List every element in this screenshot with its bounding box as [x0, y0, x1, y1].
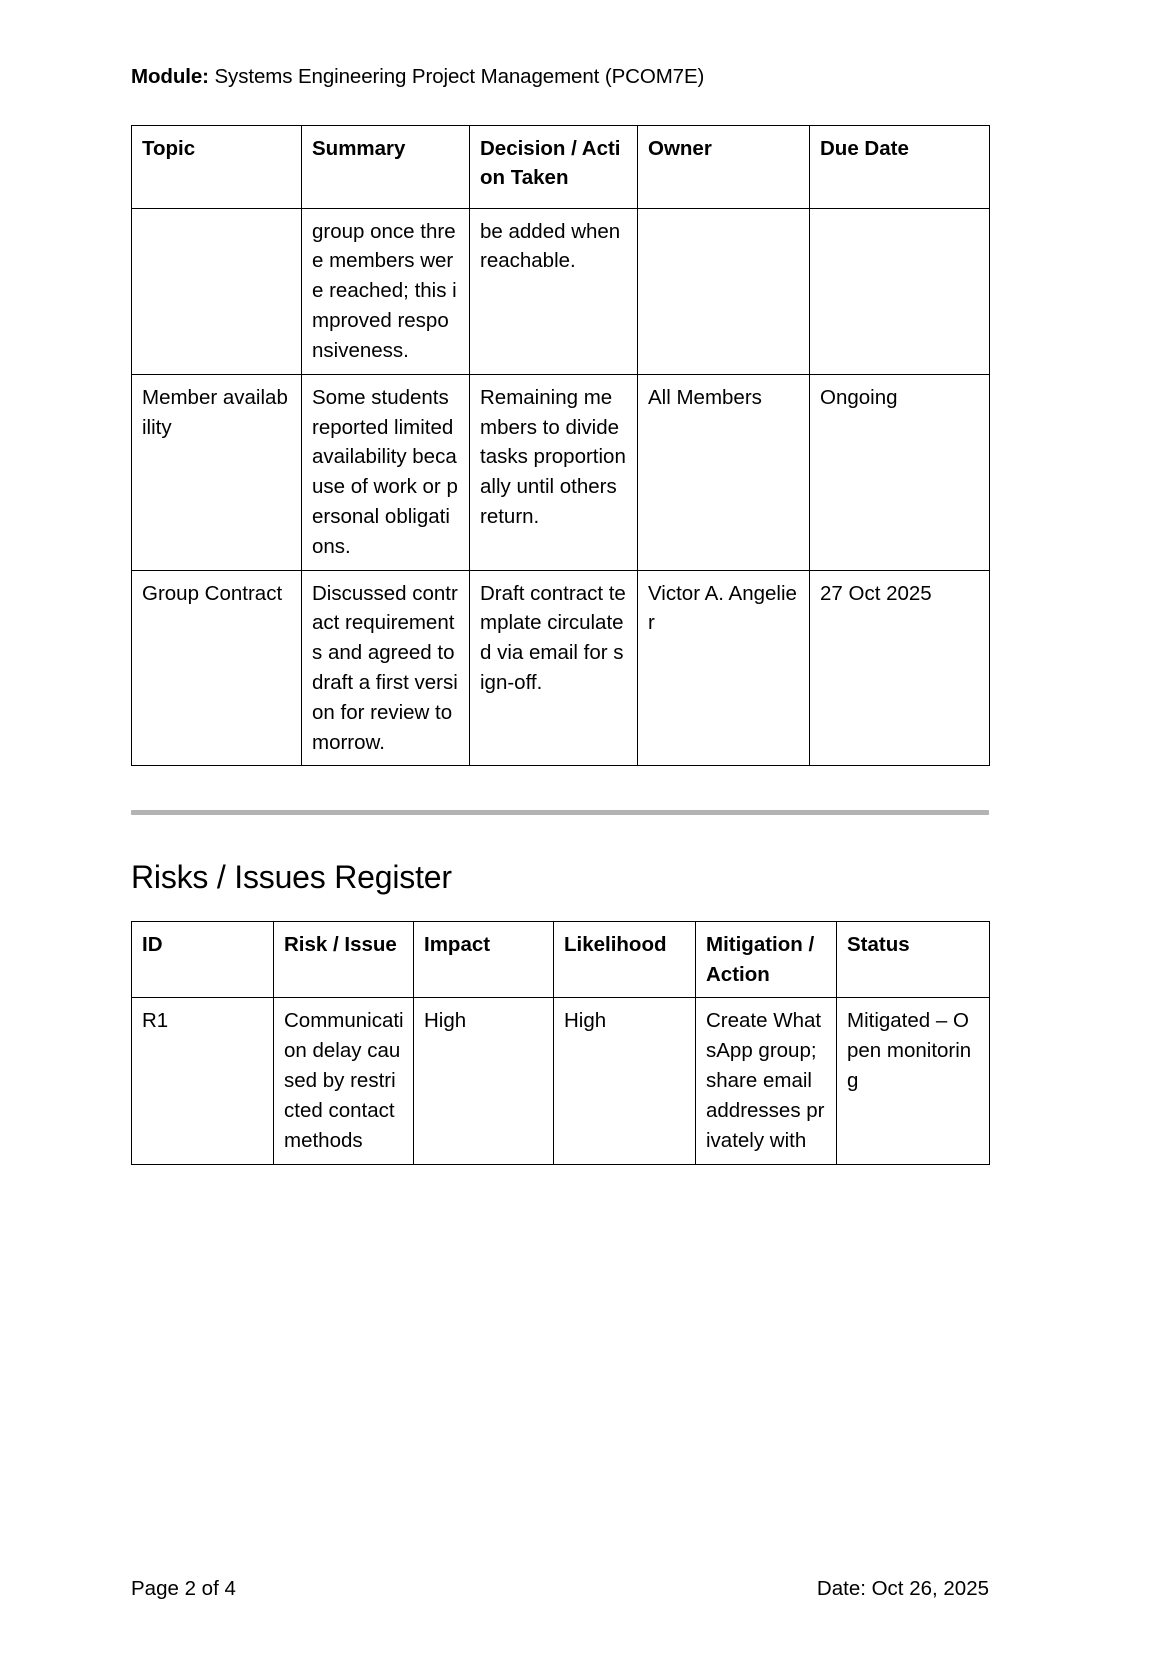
- column-header-due-date: Due Date: [810, 125, 990, 208]
- section-heading-risks: Risks / Issues Register: [131, 859, 452, 896]
- cell-decision: Draft contract template circulated via email for sign-off.: [470, 570, 638, 766]
- cell-mitigation-action: Create WhatsApp group; share email addresses privately with: [696, 998, 837, 1164]
- column-header-id: ID: [132, 921, 274, 998]
- column-header-status: Status: [837, 921, 990, 998]
- footer-date: Date: Oct 26, 2025: [816, 1577, 989, 1600]
- cell-decision: be added when reachable.: [470, 208, 638, 374]
- cell-id: R1: [132, 998, 274, 1164]
- column-header-owner: Owner: [638, 125, 810, 208]
- cell-due-date: Ongoing: [810, 374, 990, 570]
- cell-risk-issue: Communication delay caused by restricted contact methods: [274, 998, 414, 1164]
- module-value: Systems Engineering Project Management (PCOM7E): [214, 65, 705, 88]
- meeting-minutes-table: [131, 125, 990, 767]
- table-row: [132, 998, 990, 1164]
- module-label: Module:: [131, 65, 209, 88]
- risks-issues-register-table: [131, 921, 990, 1165]
- cell-owner: All Members: [638, 374, 810, 570]
- column-header-impact: Impact: [414, 921, 554, 998]
- table-row: [132, 374, 990, 570]
- column-header-likelihood: Likelihood: [554, 921, 696, 998]
- cell-summary: Discussed contract requirements and agreed to draft a first version for review tomorrow.: [302, 570, 470, 766]
- column-header-topic: Topic: [132, 125, 302, 208]
- document-content: [131, 0, 989, 1165]
- cell-summary: group once three members were reached; this improved responsiveness.: [302, 208, 470, 374]
- module-header: [131, 64, 989, 90]
- column-header-risk-issue: Risk / Issue: [274, 921, 414, 998]
- footer-page-number: Page 2 of 4: [131, 1577, 236, 1600]
- cell-summary: Some students reported limited availability because of work or personal obligations.: [302, 374, 470, 570]
- table-header-row: [132, 125, 990, 208]
- column-header-summary: Summary: [302, 125, 470, 208]
- table-row: [132, 570, 990, 766]
- cell-decision: Remaining members to divide tasks proportionally until others return.: [470, 374, 638, 570]
- column-header-mitigation-action: Mitigation / Action: [696, 921, 837, 998]
- page-footer: [131, 1576, 989, 1603]
- cell-due-date: [810, 208, 990, 374]
- cell-due-date: 27 Oct 2025: [810, 570, 990, 766]
- cell-owner: Victor A. Angelier: [638, 570, 810, 766]
- cell-likelihood: High: [554, 998, 696, 1164]
- cell-topic: Group Contract: [132, 570, 302, 766]
- table-header-row: [132, 921, 990, 998]
- cell-status: Mitigated – Open monitoring: [837, 998, 990, 1164]
- column-header-decision: Decision / Action Taken: [470, 125, 638, 208]
- cell-owner: [638, 208, 810, 374]
- cell-impact: High: [414, 998, 554, 1164]
- cell-topic: [132, 208, 302, 374]
- section-divider: [131, 810, 989, 815]
- table-row: [132, 208, 990, 374]
- cell-topic: Member availability: [132, 374, 302, 570]
